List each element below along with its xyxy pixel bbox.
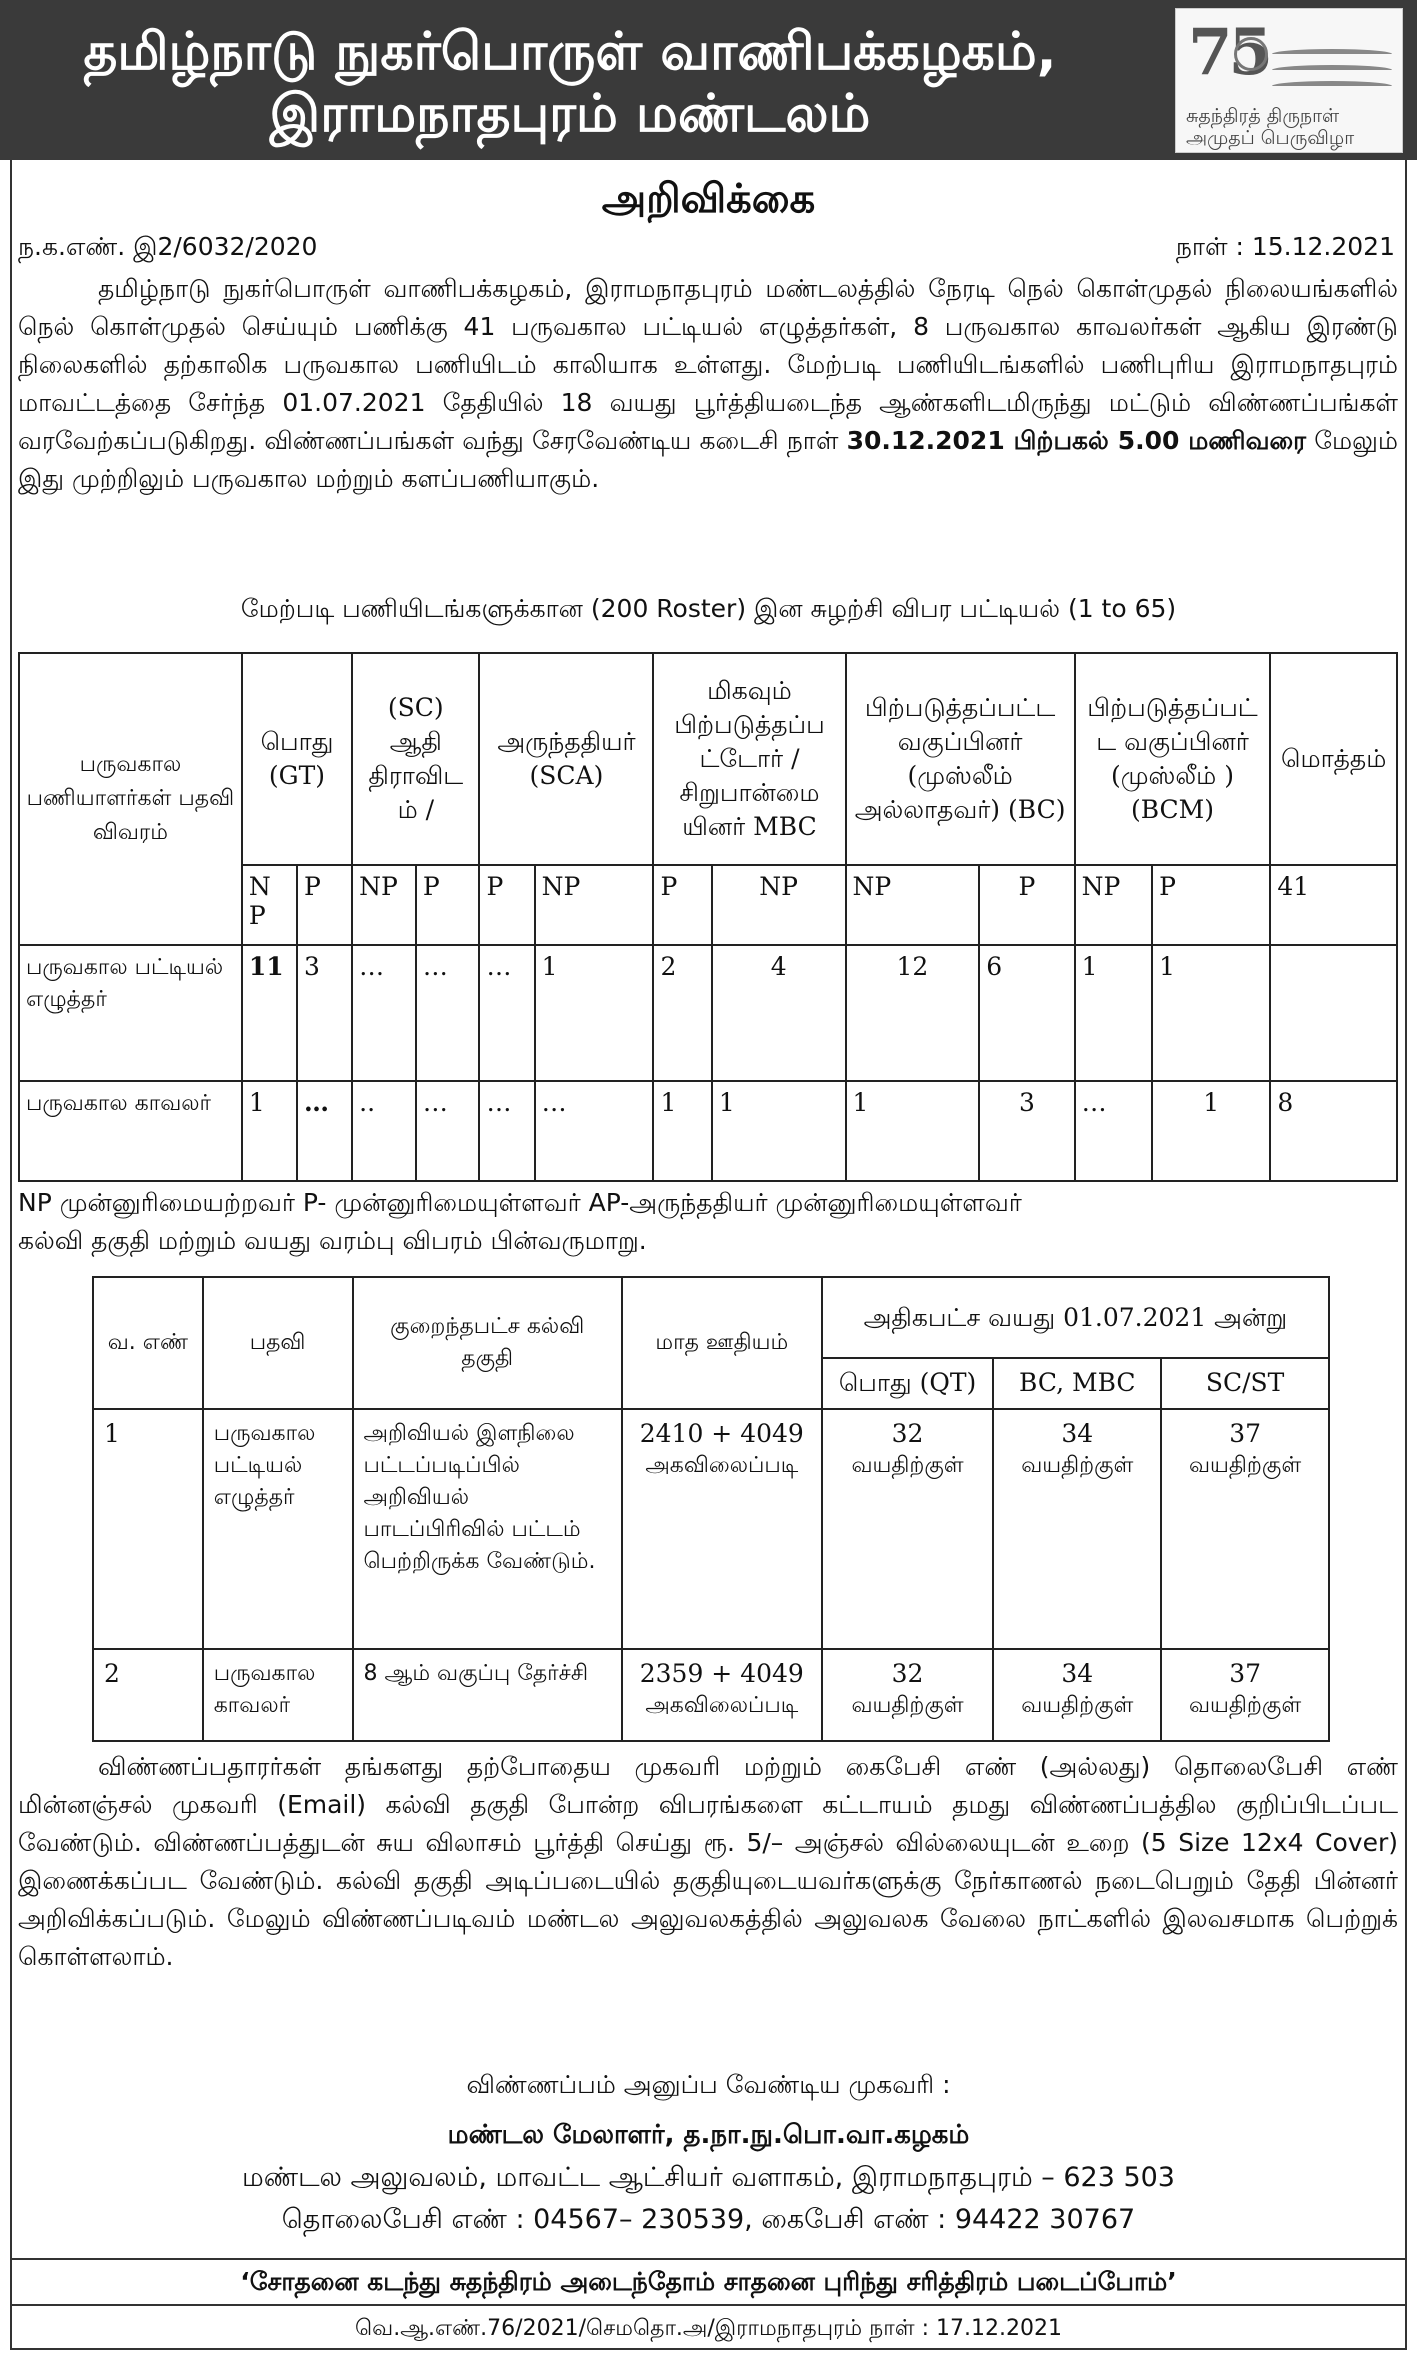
age-suffix: வயதிற்குள் [1188, 1693, 1302, 1719]
age-suffix: வயதிற்குள் [1021, 1453, 1134, 1479]
sub-header-total: 41 [1270, 865, 1397, 945]
age-suffix: வயதிற்குள் [1021, 1693, 1134, 1719]
row-sno: 2 [93, 1649, 203, 1741]
roster-table [18, 652, 1398, 1182]
row-salary [622, 1409, 822, 1649]
row-sno: 1 [93, 1409, 203, 1649]
flag-wave-icon [1272, 49, 1392, 59]
table-cell: 3 [979, 1081, 1074, 1181]
sub-header-cell: P [479, 865, 534, 945]
table-cell: 3 [297, 945, 352, 1081]
legend-intro: கல்வி தகுதி மற்றும் வயது வரம்பு விபரம் பின்வருமாறு. [18, 1226, 647, 1255]
intro-paragraph [18, 270, 1398, 498]
logo-text-line2: அமுதப் பெருவிழா [1186, 127, 1355, 149]
sub-header-cell: P [979, 865, 1074, 945]
table-cell: … [535, 1081, 654, 1181]
header-max-age: அதிகபட்ச வயது 01.07.2021 அன்று [822, 1277, 1329, 1358]
salary-amount: 2359 + 4049 [639, 1659, 804, 1689]
header-sc: (SC) ஆதி திராவிட ம் / [352, 653, 479, 865]
row-label: பருவகால பட்டியல் எழுத்தர் [19, 945, 242, 1081]
footer-reference: வெ.ஆ.எண்.76/2021/செமதொ.அ/இராமநாதபுரம் நாள் : 17.12.2021 [355, 2316, 1062, 2341]
table-row [93, 1649, 1329, 1741]
sub-header-cell: NP [535, 865, 654, 945]
table-cell: 1 [846, 1081, 980, 1181]
flag-wave-icon [1272, 81, 1392, 91]
table-cell: … [352, 945, 416, 1081]
logo-number: 75 [1188, 15, 1270, 90]
table-cell: 1 [712, 1081, 846, 1181]
table-row [93, 1409, 1329, 1649]
salary-da: அகவிலைப்படி [645, 1693, 799, 1719]
intro-text-end: மேலும் இது முற்றிலும் பருவகால மற்றும் களப்பணியாகும். [18, 426, 1398, 493]
sub-header-cell: NP [1075, 865, 1152, 945]
age-sc-st [1161, 1409, 1329, 1649]
sub-header-cell: P [1152, 865, 1270, 945]
org-title: தமிழ்நாடு நுகர்பொருள் வாணிபக்கழகம், [83, 22, 1057, 82]
table-cell: 1 [653, 1081, 711, 1181]
table-cell: … [479, 945, 534, 1081]
reference-number: ந.க.எண். இ2/6032/2020 [18, 232, 318, 261]
header-total: மொத்தம் [1270, 653, 1397, 865]
table-cell: 1 [242, 1081, 297, 1181]
age-value: 34 [1061, 1659, 1094, 1689]
age-bc-mbc [993, 1409, 1161, 1649]
row-post: பருவகால பட்டியல் எழுத்தர் [203, 1409, 353, 1649]
azadi-75-logo [1175, 8, 1403, 153]
age-general [822, 1649, 994, 1741]
notice-title: அறிவிக்கை [601, 176, 816, 222]
notice-date: நாள் : 15.12.2021 [1175, 232, 1395, 261]
table-cell [1270, 945, 1397, 1081]
sub-header-cell: NP [712, 865, 846, 945]
age-suffix: வயதிற்குள் [851, 1453, 964, 1479]
table-cell: 11 [242, 945, 297, 1081]
sub-header-cell: P [653, 865, 711, 945]
roster-caption: மேற்படி பணியிடங்களுக்கான (200 Roster) இன சுழற்சி விபர பட்டியல் (1 to 65) [240, 594, 1177, 623]
table-cell: … [1075, 1081, 1152, 1181]
salary-da: அகவிலைப்படி [645, 1453, 799, 1479]
age-value: 32 [891, 1419, 924, 1449]
age-bc-mbc [993, 1649, 1161, 1741]
slogan: ‘சோதனை கடந்து சுதந்திரம் அடைந்தோம் சாதனை புரிந்து சரித்திரம் படைப்போம்’ [10, 2258, 1407, 2306]
header-qualification: குறைந்தபட்ச கல்வி தகுதி [353, 1277, 622, 1409]
table-cell: 4 [712, 945, 846, 1081]
table-cell: 12 [846, 945, 980, 1081]
table-cell: 2 [653, 945, 711, 1081]
logo-text-line1: சுதந்திரத் திருநாள் [1186, 105, 1340, 127]
table-row [19, 1081, 1397, 1181]
row-qualification: அறிவியல் இளநிலை பட்டப்படிப்பில் அறிவியல் பாடப்பிரிவில் பட்டம் பெற்றிருக்க வேண்டும். [353, 1409, 622, 1649]
header-age-bc-mbc: BC, MBC [993, 1358, 1161, 1409]
legend [18, 1184, 1398, 1260]
instructions-paragraph: விண்ணப்பதாரர்கள் தங்களது தற்போதைய முகவரி மற்றும் கைபேசி எண் (அல்லது) தொலைபேசி எண் மின்னஞ்சல் முகவரி (Email) கல்வி தகுதி போன்ற விபரங்களை கட்டாயம் தமது விண்ணப்பத்தில குறிப்பிடப்பட வேண்டும். விண்ணப்பத்துடன் சுய விலாசம் பூர்த்தி செய்து ரூ. 5/– அஞ்சல் வில்லையுடன் உறை (5 Size 12x4 Cover) இணைக்கப்பட வேண்டும். கல்வி தகுதி அடிப்படையில் தகுதியுடையவர்களுக்கு நேர்காணல் நடைபெறும் தேதி பின்னர் அறிவிக்கப்படும். மேலும் விண்ணப்படிவம் மண்டல அலுவலகத்தில் அலுவலக வேலை நாட்களில் இலவசமாக பெற்றுக் கொள்ளலாம். [18, 1752, 1398, 1971]
table-cell: 8 [1270, 1081, 1397, 1181]
sub-header-cell: P [416, 865, 480, 945]
age-value: 34 [1061, 1419, 1094, 1449]
address-label: விண்ணப்பம் அனுப்ப வேண்டிய முகவரி : [466, 2070, 951, 2099]
age-value: 37 [1229, 1659, 1261, 1689]
sub-header-cell: N P [242, 865, 297, 945]
table-cell: … [416, 1081, 480, 1181]
age-suffix: வயதிற்குள் [851, 1693, 964, 1719]
sub-header-cell: NP [846, 865, 980, 945]
table-cell: 6 [979, 945, 1074, 1081]
age-suffix: வயதிற்குள் [1188, 1453, 1302, 1479]
sub-header-cell: NP [352, 865, 416, 945]
table-cell: … [416, 945, 480, 1081]
table-row [19, 945, 1397, 1081]
row-salary [622, 1649, 822, 1741]
table-cell: 1 [535, 945, 654, 1081]
row-label: பருவகால காவலர் [19, 1081, 242, 1181]
sub-header-cell: P [297, 865, 352, 945]
header-salary: மாத ஊதியம் [622, 1277, 822, 1409]
address-line: மண்டல அலுவலம், மாவட்ட ஆட்சியர் வளாகம், இராமநாதபுரம் – 623 503 [241, 2162, 1175, 2193]
table-cell: 1 [1152, 1081, 1270, 1181]
header-gt: பொது (GT) [242, 653, 352, 865]
header-bc: பிற்படுத்தப்பட்ட வகுப்பினர் (முஸ்லீம் அல்லாதவர்) (BC) [846, 653, 1075, 865]
deadline-text: 30.12.2021 பிற்பகல் 5.00 மணிவரை [846, 426, 1307, 455]
header-sno: வ. எண் [93, 1277, 203, 1409]
age-sc-st [1161, 1649, 1329, 1741]
table-cell: … [297, 1081, 352, 1181]
contact-line: தொலைபேசி எண் : 04567– 230539, கைபேசி எண் : 94422 30767 [281, 2204, 1136, 2235]
chakra-icon [1234, 37, 1268, 71]
header-age-sc-st: SC/ST [1161, 1358, 1329, 1409]
address-name: மண்டல மேலாளர், த.நா.நு.பொ.வா.கழகம் [447, 2120, 970, 2150]
row-qualification: 8 ஆம் வகுப்பு தேர்ச்சி [353, 1649, 622, 1741]
legend-abbreviations: NP முன்னுரிமையற்றவர் P- முன்னுரிமையுள்ளவர் AP-அருந்ததியர் முன்னுரிமையுள்ளவர் [18, 1188, 1022, 1217]
qualification-table [92, 1276, 1330, 1742]
header-bcm: பிற்படுத்தப்பட் ட வகுப்பினர் (முஸ்லீம் ) (BCM) [1075, 653, 1271, 865]
header-banner [0, 0, 1417, 160]
flag-wave-icon [1272, 65, 1392, 75]
table-cell: 1 [1075, 945, 1152, 1081]
age-general [822, 1409, 994, 1649]
table-cell: 1 [1152, 945, 1270, 1081]
region-title: இராமநாதபுரம் மண்டலம் [269, 84, 871, 144]
header-post: பதவி [203, 1277, 353, 1409]
header-age-general: பொது (QT) [822, 1358, 994, 1409]
salary-amount: 2410 + 4049 [639, 1419, 804, 1449]
table-cell: .. [352, 1081, 416, 1181]
intro-text: தமிழ்நாடு நுகர்பொருள் வாணிபக்கழகம், இராமநாதபுரம் மண்டலத்தில் நேரடி நெல் கொள்முதல் நிலையங்களில் நெல் கொள்முதல் செய்யும் பணிக்கு 41 பருவகால பட்டியல் எழுத்தர்கள், 8 பருவகால காவலர்கள் ஆகிய இரண்டு நிலைகளில் தற்காலிக பருவகால பணியிடம் காலியாக உள்ளது. மேற்படி பணியிடங்களில் பணிபுரிய இராமநாதபுரம் மாவட்டத்தை சேர்ந்த 01.07.2021 தேதியில் 18 வயது பூர்த்தியடைந்த ஆண்களிடமிருந்து மட்டும் விண்ணப்பங்கள் வரவேற்கப்படுகிறது. விண்ணப்பங்கள் வந்து சேரவேண்டிய கடைசி நாள் [18, 274, 1398, 455]
header-sca: அருந்ததியர் (SCA) [479, 653, 653, 865]
header-mbc: மிகவும் பிற்படுத்தப்ப ட்டோர் / சிறுபான்மை யினர் MBC [653, 653, 845, 865]
age-value: 32 [891, 1659, 924, 1689]
age-value: 37 [1229, 1419, 1261, 1449]
table-cell: … [479, 1081, 534, 1181]
row-post: பருவகால காவலர் [203, 1649, 353, 1741]
header-post: பருவகால பணியாளர்கள் பதவி விவரம் [19, 653, 242, 945]
